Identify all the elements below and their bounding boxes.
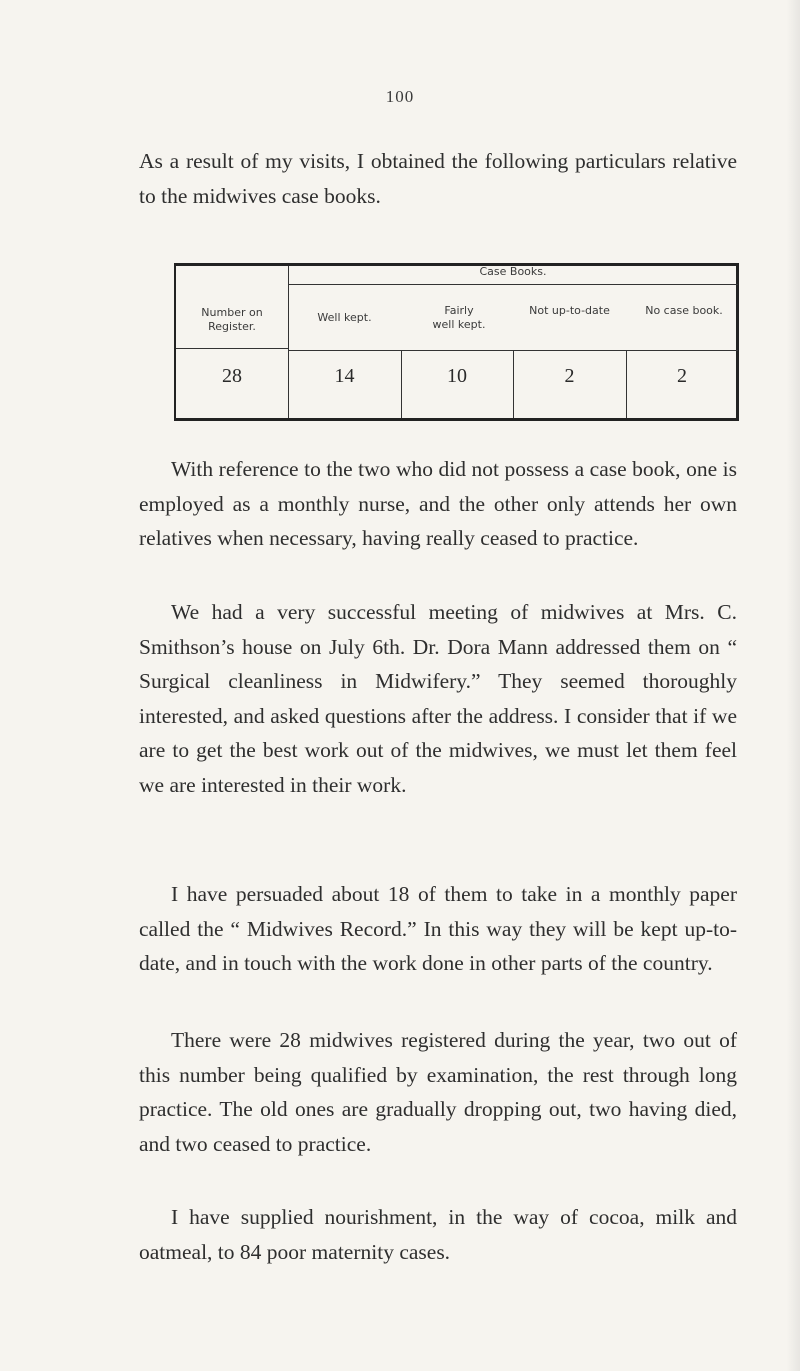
value-well-kept: 14 <box>334 365 355 387</box>
paragraph-registration: There were 28 midwives registered during the year, two out of this number being qualified by examination, the rest through long practice. The old ones are gradually dropping out, two having died, and two ceased to practice. <box>139 1028 737 1156</box>
case-books-table <box>174 263 739 421</box>
page-edge-shadow <box>786 0 800 1371</box>
header-case-books: Case Books. <box>479 265 547 278</box>
paragraph-nourishment: I have supplied nourishment, in the way of cocoa, milk and oatmeal, to 84 poor maternity cases. <box>139 1205 737 1264</box>
value-number-on-register: 28 <box>222 365 242 387</box>
page-number: 100 <box>385 87 415 106</box>
header-number-on-register: Number on Register. <box>201 306 263 333</box>
paragraph-meeting: We had a very successful meeting of midwives at Mrs. C. Smithson’s house on July 6th. Dr. Dora Mann addressed them on “ Surgical cleanliness in Midwifery.” They seemed thoroughly interested, and asked questions after the address. I consider that if we are to get the best work out of the midwives, we must let them feel we are interested in their work. <box>139 600 737 797</box>
value-no-case-book: 2 <box>677 365 687 387</box>
value-not-up-to-date: 2 <box>564 365 575 387</box>
header-fairly-well-kept: Fairly well kept. <box>432 304 486 331</box>
paragraph-case-book-reference: With reference to the two who did not possess a case book, one is employed as a monthly nurse, and the other only attends her own relatives when necessary, having really ceased to practice. <box>139 457 737 551</box>
header-well-kept: Well kept. <box>317 311 372 324</box>
header-not-up-to-date: Not up-to-date <box>529 304 610 317</box>
value-fairly-well-kept: 10 <box>447 365 467 387</box>
intro-paragraph: As a result of my visits, I obtained the following particulars relative to the midwives case books. <box>139 149 737 208</box>
paragraph-midwives-record: I have persuaded about 18 of them to take in a monthly paper called the “ Midwives Record.” In this way they will be kept up-to-date, and in touch with the work done in other parts of the country. <box>139 882 737 976</box>
header-no-case-book: No case book. <box>645 304 723 317</box>
